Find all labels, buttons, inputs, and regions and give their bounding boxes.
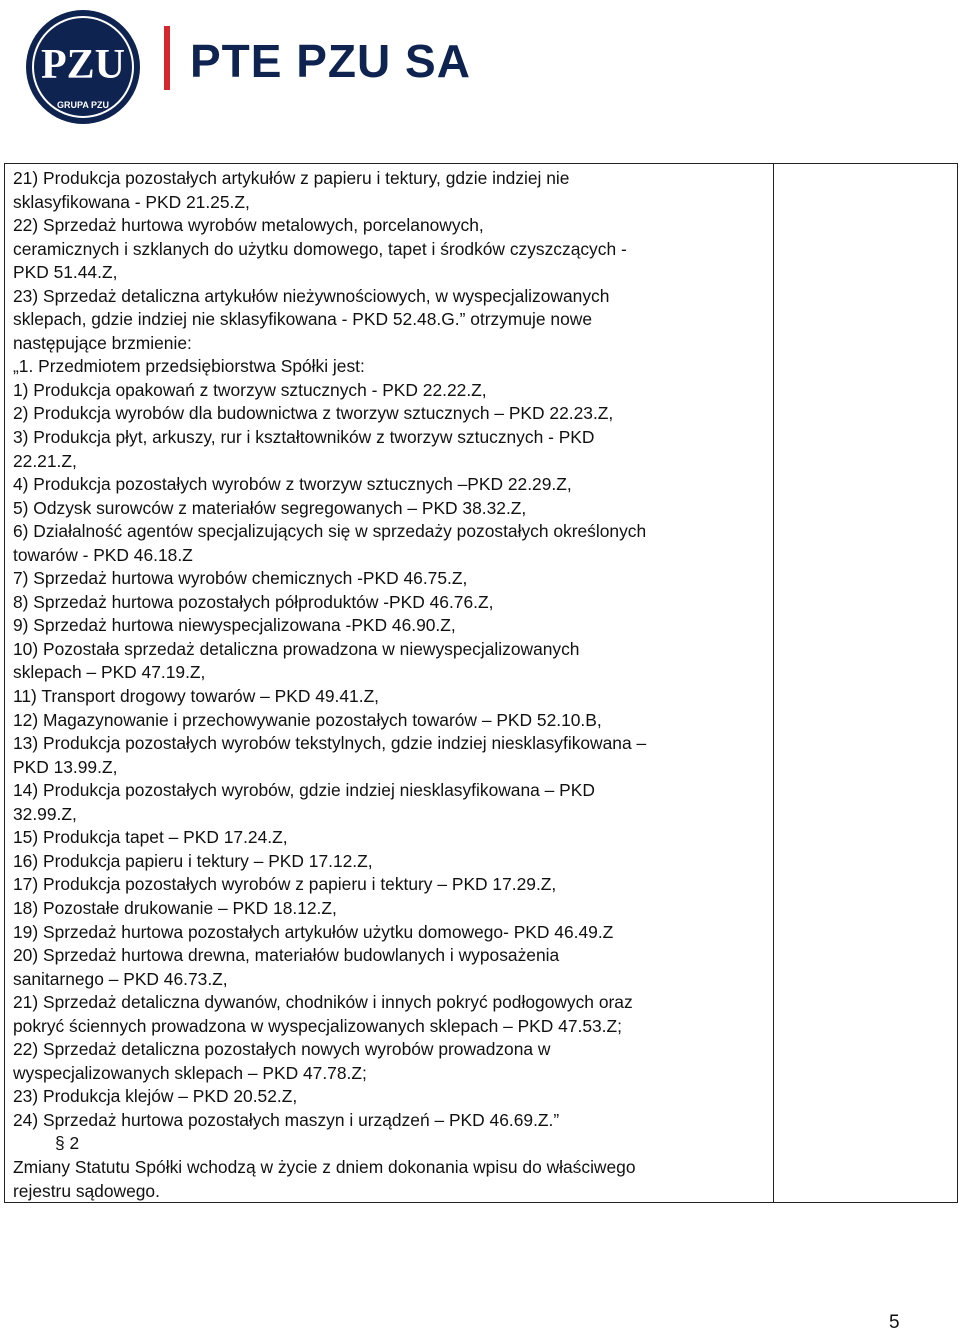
text-line: 14) Produkcja pozostałych wyrobów, gdzie indziej niesklasyfikowana – PKD <box>13 780 595 801</box>
logo-text: PZU <box>41 42 125 88</box>
text-line: towarów - PKD 46.18.Z <box>13 544 193 565</box>
text-line: 15) Produkcja tapet – PKD 17.24.Z, <box>13 827 288 848</box>
text-line: następujące brzmienie: <box>13 332 192 353</box>
text-line: 23) Produkcja klejów – PKD 20.52.Z, <box>13 1086 298 1107</box>
text-line: 7) Sprzedaż hurtowa wyrobów chemicznych -PKD 46.75.Z, <box>13 568 468 589</box>
main-cell <box>13 167 769 1203</box>
text-line: Zmiany Statutu Spółki wchodzą w życie z dniem dokonania wpisu do właściwego <box>13 1156 636 1177</box>
text-line: 18) Pozostałe drukowanie – PKD 18.12.Z, <box>13 897 337 918</box>
pzu-logo <box>22 8 144 126</box>
text-line: 16) Produkcja papieru i tektury – PKD 17.12.Z, <box>13 850 373 871</box>
page-number: 5 <box>889 1312 900 1333</box>
text-line: 22) Sprzedaż hurtowa wyrobów metalowych, porcelanowych, <box>13 215 484 236</box>
brand-divider <box>164 26 170 90</box>
text-line: 8) Sprzedaż hurtowa pozostałych półproduktów -PKD 46.76.Z, <box>13 591 494 612</box>
text-line: 3) Produkcja płyt, arkuszy, rur i kształtowników z tworzyw sztucznych - PKD <box>13 427 595 448</box>
text-line: sklepach – PKD 47.19.Z, <box>13 662 206 683</box>
text-line: „1. Przedmiotem przedsiębiorstwa Spółki jest: <box>13 356 365 377</box>
text-line: 22.21.Z, <box>13 450 77 471</box>
text-line: 23) Sprzedaż detaliczna artykułów nieżywnościowych, w wyspecjalizowanych <box>13 285 610 306</box>
text-lines <box>13 167 769 1132</box>
text-line: 12) Magazynowanie i przechowywanie pozostałych towarów – PKD 52.10.B, <box>13 709 602 730</box>
text-line: 9) Sprzedaż hurtowa niewyspecjalizowana -PKD 46.90.Z, <box>13 615 456 636</box>
text-line: 32.99.Z, <box>13 803 77 824</box>
column-divider <box>773 164 774 1202</box>
text-line: 17) Produkcja pozostałych wyrobów z papieru i tektury – PKD 17.29.Z, <box>13 874 557 895</box>
text-line: PKD 51.44.Z, <box>13 262 118 283</box>
text-line: 24) Sprzedaż hurtowa pozostałych maszyn i urządzeń – PKD 46.69.Z.” <box>13 1109 560 1130</box>
text-line: 5) Odzysk surowców z materiałów segregowanych – PKD 38.32.Z, <box>13 497 527 518</box>
text-line: 20) Sprzedaż hurtowa drewna, materiałów budowlanych i wyposażenia <box>13 945 560 966</box>
text-line: ceramicznych i szklanych do użytku domowego, tapet i środków czyszczących - <box>13 238 627 259</box>
text-line: 1) Produkcja opakowań z tworzyw sztucznych - PKD 22.22.Z, <box>13 379 487 400</box>
text-line: 2) Produkcja wyrobów dla budownictwa z tworzyw sztucznych – PKD 22.23.Z, <box>13 403 614 424</box>
text-line: wyspecjalizowanych sklepach – PKD 47.78.Z; <box>13 1062 367 1083</box>
text-line: 6) Działalność agentów specjalizujących się w sprzedaży pozostałych określonych <box>13 521 647 542</box>
text-line: sklepach, gdzie indziej nie sklasyfikowana - PKD 52.48.G.” otrzymuje nowe <box>13 309 592 330</box>
text-line: 19) Sprzedaż hurtowa pozostałych artykułów użytku domowego- PKD 46.49.Z <box>13 921 614 942</box>
text-line: 22) Sprzedaż detaliczna pozostałych nowych wyrobów prowadzona w <box>13 1039 551 1060</box>
text-line: 10) Pozostała sprzedaż detaliczna prowadzona w niewyspecjalizowanych <box>13 638 580 659</box>
text-line: 11) Transport drogowy towarów – PKD 49.41.Z, <box>13 686 380 707</box>
logo-subtext: GRUPA PZU <box>56 100 110 110</box>
content-table <box>4 163 958 1203</box>
text-line: pokryć ściennych prowadzona w wyspecjalizowanych sklepach – PKD 47.53.Z; <box>13 1015 622 1036</box>
text-line: sklasyfikowana - PKD 21.25.Z, <box>13 191 250 212</box>
text-line: PKD 13.99.Z, <box>13 756 118 777</box>
page-header <box>0 0 960 130</box>
text-line: rejestru sądowego. <box>13 1180 160 1201</box>
text-line: 13) Produkcja pozostałych wyrobów tekstylnych, gdzie indziej niesklasyfikowana – <box>13 733 647 754</box>
closing-text <box>13 1156 769 1203</box>
text-line: sanitarnego – PKD 46.73.Z, <box>13 968 228 989</box>
brand-name: PTE PZU SA <box>190 35 471 87</box>
text-line: 4) Produkcja pozostałych wyrobów z tworzyw sztucznych –PKD 22.29.Z, <box>13 474 572 495</box>
section-mark: § 2 <box>55 1133 80 1154</box>
text-line: 21) Produkcja pozostałych artykułów z papieru i tektury, gdzie indziej nie <box>13 168 570 188</box>
text-line: 21) Sprzedaż detaliczna dywanów, chodników i innych pokryć podłogowych oraz <box>13 992 633 1013</box>
